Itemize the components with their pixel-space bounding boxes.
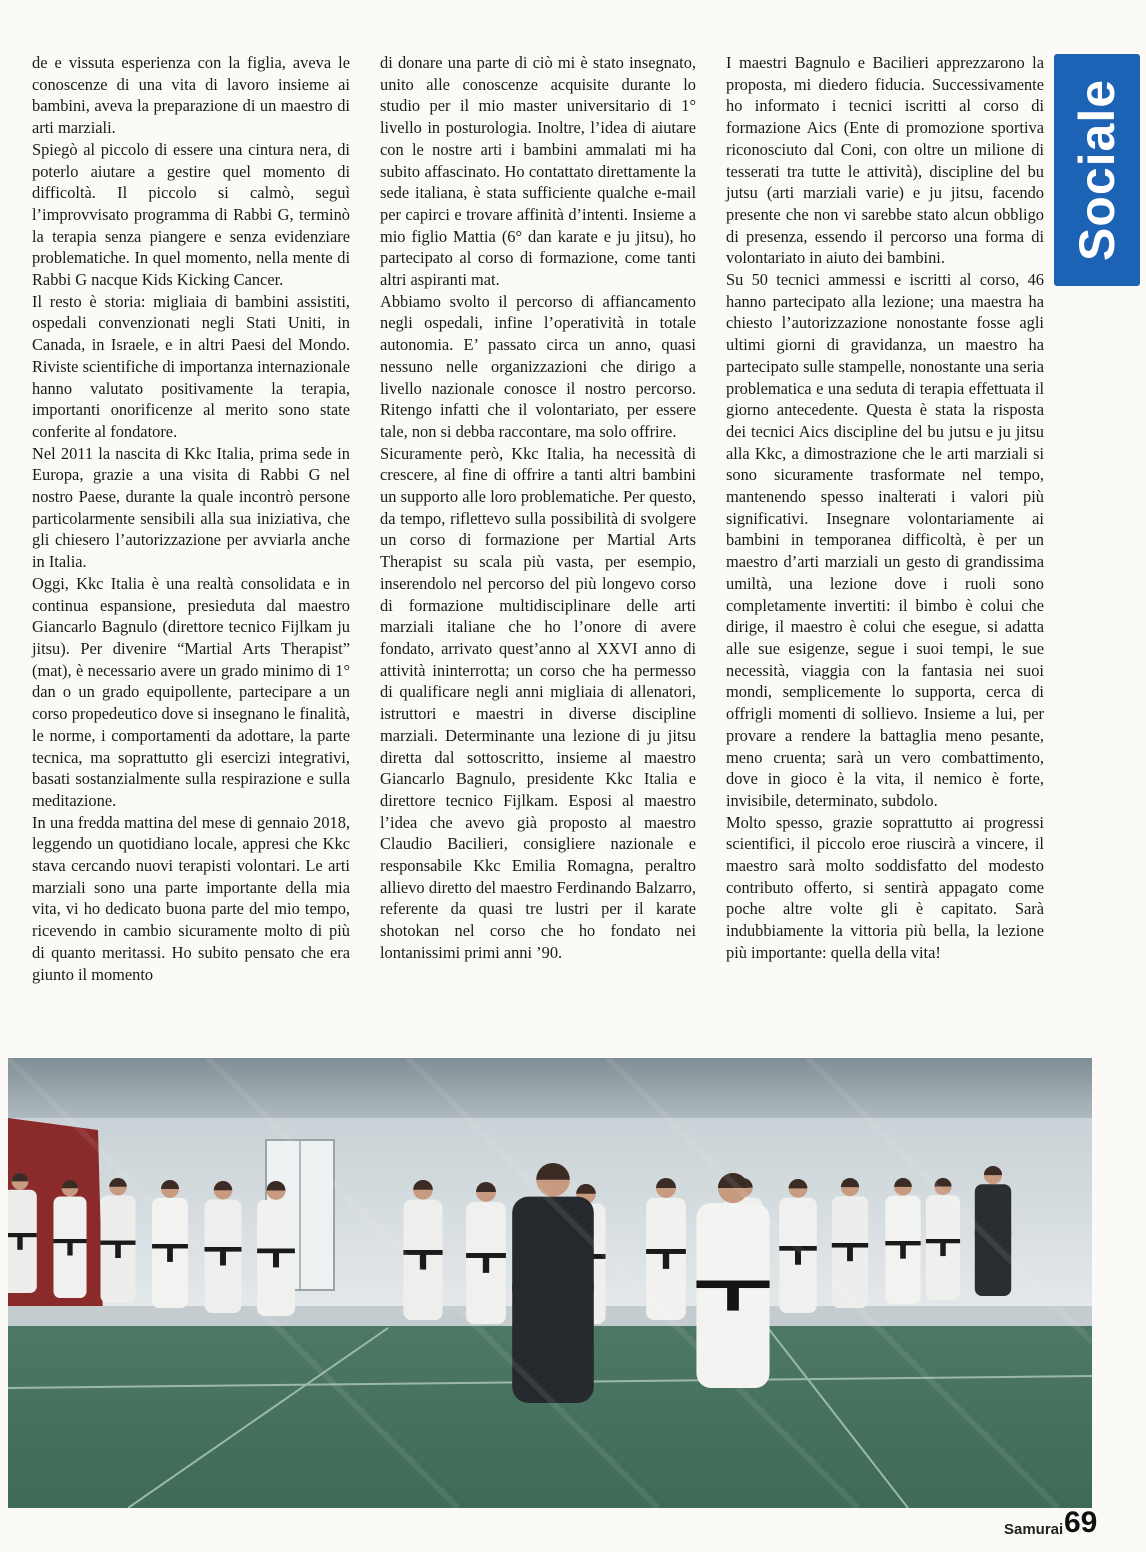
person xyxy=(257,1181,295,1316)
person xyxy=(152,1180,188,1308)
paragraph: In una fredda mattina del mese di gennaio 2018, leggendo un quotidiano locale, appresi che Kkc stava cercando nuovi terapisti volontari. Le arti marziali sono una parte importante della mia vita, vi ho dedicato buona parte del mio tempo, ricevendo in cambio sicuramente molto di più di quanto meritassi. Ho subito pensato che era giunto il momento xyxy=(32,812,350,984)
group-photo xyxy=(8,1058,1092,1508)
person xyxy=(403,1180,442,1320)
page-number: 69 xyxy=(1064,1506,1098,1539)
article-column-3 xyxy=(726,52,1044,964)
paragraph: Abbiamo svolto il percorso di affiancamento negli ospedali, infine l’operatività in totale autonomia. E’ passato circa un anno, quasi nessuno nelle organizzazioni che dirigo a livello nazionale conosce il nostro percorso. Ritengo infatti che il volontariato, per essere tale, non si debba raccontare, ma solo offrire. xyxy=(380,291,696,441)
section-tab-label: Sociale xyxy=(1069,78,1125,262)
magazine-name: Samurai xyxy=(1004,1521,1064,1538)
paragraph: Spiegò al piccolo di essere una cintura nera, di poterlo aiutare a gestire quel momento di difficoltà. Il piccolo si calmò, seguì l’improvvisato programma di Rabbi G, terminò la terapia senza piangere e senza evidenziare problematiche. In quel momento, nella mente di Rabbi G nacque Kids Kicking Cancer. xyxy=(32,139,350,290)
person xyxy=(466,1182,506,1324)
paragraph: Sicuramente però, Kkc Italia, ha necessità di crescere, al fine di offrire a tanti altri bambini un supporto alle loro problematiche. Per questo, da tempo, riflettevo sulla possibilità di svolgere un corso di formazione per Martial Arts Therapist su scala più vasta, per esempio, inserendolo nel percorso del più longevo corso di formazione multidisciplinare delle arti marziali italiane che ho l’onore di avere fondato, arrivato quest’anno al XXVI anno di attività ininterrotta; un corso che ha permesso di qualificare negli anni migliaia di allenatori, istruttori e maestri in diverse discipline marziali. Determinante una lezione di ju jitsu diretta dal sottoscritto, insieme al maestro Giancarlo Bagnulo, presidente Kkc Italia e direttore tecnico Fijlkam. Esposi al maestro l’idea che avevo già proposto al maestro Claudio Bacilieri, consigliere nazionale e responsabile Kkc Emilia Romagna, peraltro allievo diretto del maestro Ferdinando Balzarro, referente da quasi tre lustri per il karate shotokan nel corso che ho fondato nei lontanissimi primi anni ’90. xyxy=(380,443,696,962)
person xyxy=(53,1180,86,1298)
person xyxy=(205,1181,242,1313)
person xyxy=(885,1178,920,1304)
paragraph: Molto spesso, grazie soprattutto ai progressi scientifici, il piccolo eroe riuscirà a vincere, il maestro sarà molto soddisfatto del modesto contributo offerto, si sentirà appagato come poche altre volte gli è capitato. Sarà indubbiamente la vittoria più bella, la lezione più importante: quella della vita! xyxy=(726,812,1044,962)
gym-ceiling xyxy=(8,1058,1092,1128)
paragraph: Su 50 tecnici ammessi e iscritti al corso, 46 hanno partecipato alla lezione; una maestra ha chiesto l’autorizzazione nonostante fosse agli ultimi giorni di gravidanza, un maestro ha partecipato sulle stampelle, nonostante una seria problematica e una seduta di terapia effettuata il giorno antecedente. Questa è stata la risposta dei tecnici Aics discipline del bu jutsu e ju jitsu alla Kkc, a dimostrazione che le arti marziali si sono sicuramente trasformate nel tempo, mantenendo spesso inalterati i valori più significativi. Insegnare volontariamente ai bambini in temporanea difficoltà, è per un maestro d’arti marziali un gesto di grandissima umiltà, una lezione dove i ruoli sono completamente invertiti: il bimbo è colui che dirige, il maestro è colui che esegue, si adatta alle sue esigenze, segue i suoi tempi, le sue necessità, viaggia con la fantasia nei suoi mondi, semplicemente lo supporta, cerca di offrigli momenti di sollievo. Insieme a lui, per provare a rendere la battaglia meno pesante, meno cruenta; sarà un vero combattimento, dove in gioco è la vita, il nemico è forte, invisibile, determinato, subdolo. xyxy=(726,270,1044,810)
group-photo-image xyxy=(8,1058,1092,1508)
paragraph: I maestri Bagnulo e Bacilieri apprezzarono la proposta, mi diedero fiducia. Successivamente ho informato i tecnici iscritti al corso di formazione Aics (Ente di promozione sportiva riconosciuto dal Coni, con oltre un milione di tesserati tra tutte le attività), discipline del bu jutsu (arti marziali varie) e ju jitsu, facendo presente che non vi sarebbe stato alcun obbligo di presenza, essendo il percorso una forma di volontariato in aiuto dei bambini. xyxy=(726,53,1044,268)
section-tab xyxy=(1054,54,1140,286)
person xyxy=(101,1178,136,1303)
paragraph: Il resto è storia: migliaia di bambini assistiti, ospedali convenzionati negli Stati Uniti, in Canada, in Israele, e in altri Paesi del Mondo. Riviste scientifiche di importanza internazionale hanno valutato positivamente la terapia, importanti onorificenze al merito sono state conferite al fondatore. xyxy=(32,291,350,441)
paragraph: de e vissuta esperienza con la figlia, aveva le conoscenze di una vita di lavoro insieme ai bambini, aveva la preparazione di un maestro di arti marziali. xyxy=(32,53,350,138)
person xyxy=(8,1173,37,1293)
article-column-1 xyxy=(32,52,350,985)
paragraph: Nel 2011 la nascita di Kkc Italia, prima sede in Europa, grazie a una visita di Rabbi G nel nostro Paese, durante la quale incontrò persone particolarmente sensibili alla sua iniziativa, che gli chiesero l’autorizzazione per avviarla anche in Italia. xyxy=(32,443,350,572)
article-column-2 xyxy=(380,52,696,964)
paragraph: di donare una parte di ciò mi è stato insegnato, unito alle conoscenze acquisite durante lo studio per il mio master universitario di 1° livello in posturologia. Inoltre, l’idea di aiutare con le nostre arti i bambini ammalati mi ha subito affascinato. Ho contattato direttamente la sede italiana, è stata sufficiente qualche e-mail per capirci e trovare affinità d’intenti. Insieme a mio figlio Mattia (6° dan karate e ju jitsu), ho partecipato al corso di formazione, come tanti altri aspiranti mat. xyxy=(380,53,696,290)
paragraph: Oggi, Kkc Italia è una realtà consolidata e in continua espansione, presieduta dal maestro Giancarlo Bagnulo (direttore tecnico Fijlkam ju jitsu). Per divenire “Martial Arts Therapist” (mat), è necessario avere un grado minimo di 1° dan o un grado equipollente, partecipare a un corso propedeutico dove si insegnano le finalità, le norme, i comportamenti da adottare, la parte tecnica, ma soprattutto gli esercizi integrativi, basati sostanzialmente sulla respirazione e sulla meditazione. xyxy=(32,573,350,810)
